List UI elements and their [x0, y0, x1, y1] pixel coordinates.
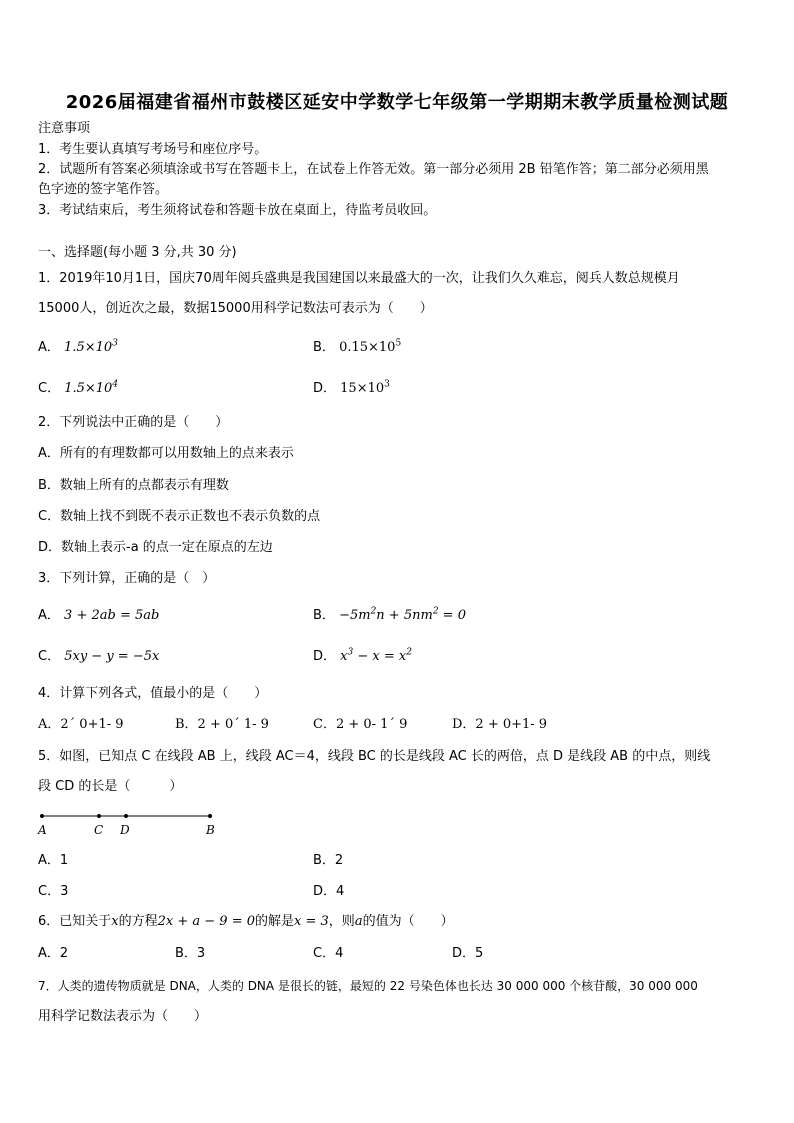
q6-text: ，则 [328, 914, 355, 929]
q6-text: 的方程 [118, 914, 158, 929]
notice-item-1: 1．考生要认真填写考场号和座位序号。 [38, 142, 268, 157]
notice-item-2-cont: 色字迹的签字笔作答。 [38, 182, 169, 197]
q5-option-a: A．1 [38, 853, 69, 868]
q4-option-d: D．2 + 0+1- 9 [452, 717, 548, 732]
q6-option-c: C．4 [313, 946, 344, 961]
q6-equation: 2x + a − 9 = 0 [157, 914, 256, 929]
option-value-part: = 0 [438, 608, 466, 623]
option-exponent: 4 [112, 379, 119, 390]
option-exponent: 3 [347, 647, 354, 658]
option-exponent: 2 [370, 606, 377, 617]
segment-diagram [34, 806, 224, 840]
q3-option-a [38, 607, 159, 625]
q5-stem-line1: 5．如图，已知点 C 在线段 AB 上，线段 AC＝4，线段 BC 的长是线段 AC 长的两倍，点 D 是线段 AB 的中点，则线 [38, 749, 711, 764]
option-label: B． [313, 608, 335, 623]
q4-stem: 4．计算下列各式，值最小的是（ ） [38, 686, 268, 701]
q6-variable: x [111, 914, 119, 929]
point-a-dot [40, 814, 44, 818]
q3-option-b [313, 607, 466, 625]
q6-option-a: A．2 [38, 946, 69, 961]
point-b-label: B [206, 823, 215, 837]
q2-option-d: D．数轴上表示-a 的点一定在原点的左边 [38, 540, 273, 555]
q4-option-c: C．2 + 0- 1´ 9 [313, 717, 408, 732]
option-value: 3 + 2ab = 5ab [64, 608, 160, 623]
q6-option-d: D．5 [452, 946, 484, 961]
q1-stem-line1: 1．2019年10月1日，国庆70周年阅兵盛典是我国建国以来最盛大的一次，让我们久久难忘，阅兵人数总规模月 [38, 271, 680, 286]
point-d-dot [124, 814, 128, 818]
q1-option-d [313, 380, 390, 398]
option-value: 1.5×10 [64, 381, 113, 396]
q1-option-a [38, 339, 118, 357]
notice-item-2: 2．试题所有答案必须填涂或书写在答题卡上，在试卷上作答无效。第一部分必须用 2B 铅笔作答；第二部分必须用黑 [38, 162, 709, 177]
notice-item-3: 3．考试结束后，考生须将试卷和答题卡放在桌面上，待监考员收回。 [38, 203, 437, 218]
q3-stem: 3．下列计算，正确的是（ ） [38, 571, 216, 586]
option-value-part: x [340, 649, 348, 664]
option-value: 5xy − y = −5x [64, 649, 160, 664]
q6-text: 的解是 [255, 914, 295, 929]
option-exponent: 3 [112, 338, 118, 349]
q6-stem [38, 913, 454, 931]
q6-text: 6．已知关于 [38, 914, 112, 929]
point-a-label: A [38, 823, 47, 837]
q7-stem-line2: 用科学记数法表示为（ ） [38, 1009, 208, 1024]
q2-option-c: C．数轴上找不到既不表示正数也不表示负数的点 [38, 509, 321, 524]
option-exponent: 2 [432, 606, 439, 617]
option-exponent: 5 [395, 338, 402, 349]
q1-option-b [313, 339, 401, 357]
option-label: C． [38, 381, 61, 396]
notice-heading: 注意事项 [38, 121, 91, 136]
q5-stem-line2: 段 CD 的长是（ ） [38, 779, 183, 794]
q6-option-b: B．3 [175, 946, 206, 961]
q7-stem-line1: 7．人类的遗传物质就是 DNA，人类的 DNA 是很长的链，最短的 22 号染色体也长达 30 000 000 个核苷酸，30 000 000 [38, 979, 698, 993]
point-c-label: C [94, 823, 104, 837]
q6-text: 的值为（ ） [362, 914, 454, 929]
option-value-part: − x = x [353, 649, 407, 664]
q2-option-a: A．所有的有理数都可以用数轴上的点来表示 [38, 446, 294, 461]
q1-option-c [38, 380, 118, 398]
q3-option-d [313, 648, 412, 666]
option-label: D． [313, 381, 337, 396]
q5-option-b: B．2 [313, 853, 344, 868]
option-label: D． [313, 649, 337, 664]
option-value-part: −5m [339, 608, 371, 623]
option-value: 1.5×10 [64, 340, 113, 355]
q4-option-b: B．2 + 0´ 1- 9 [175, 717, 269, 732]
q3-option-c [38, 648, 159, 666]
q4-option-a: A．2´ 0+1- 9 [38, 717, 124, 732]
option-value-part: n + 5nm [376, 608, 433, 623]
option-label: A． [38, 608, 60, 623]
point-c-dot [97, 814, 101, 818]
section-heading: 一、选择题(每小题 3 分,共 30 分) [38, 245, 237, 260]
page-title: 2026届福建省福州市鼓楼区延安中学数学七年级第一学期期末教学质量检测试题 [65, 92, 729, 113]
option-value: 15×10 [340, 381, 385, 396]
q2-option-b: B．数轴上所有的点都表示有理数 [38, 478, 229, 493]
q6-solution: x = 3 [294, 914, 329, 929]
q5-option-d: D．4 [313, 884, 345, 899]
option-exponent: 3 [384, 379, 390, 390]
point-d-label: D [120, 823, 130, 837]
point-b-dot [208, 814, 212, 818]
q2-stem: 2．下列说法中正确的是（ ） [38, 415, 229, 430]
option-label: C． [38, 649, 61, 664]
option-exponent: 2 [406, 647, 412, 658]
option-label: A． [38, 340, 60, 355]
option-value: 0.15×10 [339, 340, 396, 355]
q5-option-c: C．3 [38, 884, 69, 899]
q6-variable: a [354, 914, 363, 929]
option-label: B． [313, 340, 335, 355]
q1-stem-line2: 15000人，创近次之最，数据15000用科学记数法可表示为（ ） [38, 301, 433, 316]
